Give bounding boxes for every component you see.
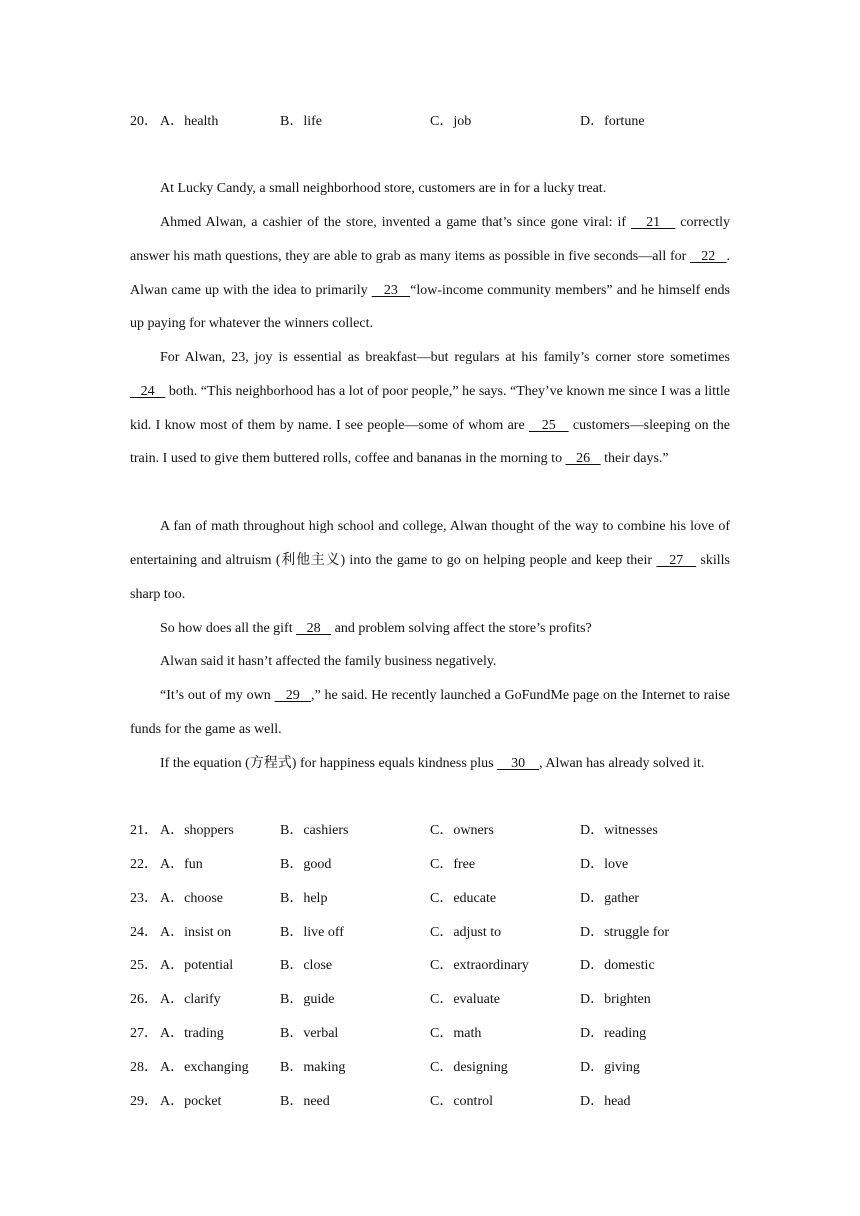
question-28-options (130, 1058, 750, 1078)
option-a: A．insist on (160, 925, 232, 940)
passage-paragraph-7 (130, 679, 730, 747)
passage-paragraph-3 (130, 341, 730, 476)
paragraph-text: “It’s out of my own (160, 688, 275, 703)
option-d: D．head (580, 1094, 631, 1109)
blank-26: 26 (565, 451, 601, 467)
option-d: D．domestic (580, 958, 655, 973)
paragraph-text: and problem solving affect the store’s profits? (331, 621, 592, 636)
option-c: C．evaluate (430, 992, 500, 1007)
question-22-options (130, 855, 750, 875)
question-number: 29． (130, 1094, 158, 1109)
paragraph-text: , Alwan has already solved it. (539, 756, 705, 771)
blank-21: 21 (631, 215, 676, 230)
passage-paragraph-2 (130, 206, 730, 341)
blank-22: 22 (690, 248, 727, 264)
question-number: 22． (130, 857, 158, 872)
question-24-options (130, 923, 750, 943)
passage-paragraph-6 (130, 645, 730, 679)
paragraph-text: skills sharp too. (130, 552, 731, 602)
question-29-options (130, 1092, 750, 1112)
question-number: 28． (130, 1060, 158, 1075)
option-b: B．live off (280, 925, 344, 940)
option-a: A．choose (160, 891, 223, 906)
option-a: A．pocket (160, 1094, 222, 1109)
blank-23: 23 (371, 282, 411, 298)
question-number: 20． (130, 114, 158, 129)
paragraph-text: correctly answer his math questions, they are able to grab as many items as possible in five seconds—all for (130, 215, 731, 264)
question-20-options (130, 112, 750, 132)
option-b: B．help (280, 891, 328, 906)
option-a: A．health (160, 114, 219, 129)
option-a: A．trading (160, 1026, 224, 1041)
option-a: A．exchanging (160, 1060, 249, 1075)
option-c: C．free (430, 857, 476, 872)
blank-24: 24 (130, 383, 166, 399)
question-number: 26． (130, 992, 158, 1007)
passage-paragraph-1 (130, 172, 730, 206)
option-a: A．fun (160, 857, 203, 872)
question-number: 25． (130, 958, 158, 973)
paragraph-text: Ahmed Alwan, a cashier of the store, invented a game that’s since gone viral: if (160, 215, 632, 230)
paragraph-text: “low-income community members” and he himself ends up paying for whatever the winners collect. (130, 282, 731, 332)
paragraph-text: . Alwan came up with the idea to primarily (130, 248, 731, 298)
option-c: C．job (430, 114, 472, 129)
option-d: D．giving (580, 1060, 640, 1075)
option-c: C．designing (430, 1060, 508, 1075)
option-d: D．love (580, 857, 629, 872)
question-number: 24． (130, 925, 158, 940)
paragraph-text: So how does all the gift (160, 621, 297, 636)
option-a: A．shoppers (160, 823, 234, 838)
option-b: B．good (280, 857, 332, 872)
paragraph-text: For Alwan, 23, joy is essential as breakfast—but regulars at his family’s corner store sometimes (160, 350, 730, 365)
option-c: C．math (430, 1026, 482, 1041)
option-d: D．reading (580, 1026, 647, 1041)
paragraph-text: both. “This neighborhood has a lot of poor people,” he says. “They’ve known me since I was a little kid. I know most of them by name. I see people—some of whom are (130, 383, 731, 433)
question-23-options (130, 889, 750, 909)
blank-25: 25 (528, 417, 569, 433)
option-b: B．guide (280, 992, 335, 1007)
question-27-options (130, 1024, 750, 1044)
question-number: 23． (130, 891, 158, 906)
option-d: D．struggle for (580, 925, 670, 940)
option-a: A．clarify (160, 992, 221, 1007)
option-b: B．life (280, 114, 322, 129)
question-21-options (130, 821, 750, 841)
option-c: C．control (430, 1094, 493, 1109)
option-d: D．gather (580, 891, 640, 906)
blank-30: 30 (497, 756, 540, 771)
paragraph-text: their days.” (600, 451, 669, 467)
option-a: A．potential (160, 958, 234, 973)
question-number: 21． (130, 823, 158, 838)
option-d: D．fortune (580, 114, 645, 129)
option-b: B．close (280, 958, 333, 973)
question-number: 27． (130, 1026, 158, 1041)
paragraph-text: If the equation (方程式) for happiness equals kindness plus (160, 756, 498, 771)
blank-29: 29 (274, 688, 312, 703)
option-b: B．cashiers (280, 823, 349, 838)
paragraph-text: customers—sleeping on the train. I used to give them buttered rolls, coffee and bananas in the morning to (130, 417, 731, 467)
passage-paragraph-4 (130, 510, 730, 611)
option-c: C．adjust to (430, 925, 502, 940)
option-d: D．brighten (580, 992, 651, 1007)
option-c: C．educate (430, 891, 497, 906)
option-c: C．owners (430, 823, 494, 838)
paragraph-text: ,” he said. He recently launched a GoFundMe page on the Internet to raise funds for the game as well. (130, 688, 731, 737)
option-d: D．witnesses (580, 823, 658, 838)
passage-paragraph-8 (130, 747, 730, 781)
paragraph-text: At Lucky Candy, a small neighborhood store, customers are in for a lucky treat. (160, 181, 607, 196)
option-b: B．making (280, 1060, 346, 1075)
paragraph-text: A fan of math throughout high school and college, Alwan thought of the way to combine his love of entertaining and altruism (利他主义) into the game to go on helping people and keep their (130, 519, 730, 568)
question-26-options (130, 990, 750, 1010)
option-b: B．need (280, 1094, 330, 1109)
paragraph-text: Alwan said it hasn’t affected the family business negatively. (160, 654, 497, 669)
option-b: B．verbal (280, 1026, 339, 1041)
question-25-options (130, 956, 750, 976)
option-c: C．extraordinary (430, 958, 529, 973)
blank-28: 28 (296, 621, 332, 636)
passage-paragraph-5 (130, 612, 730, 646)
blank-27: 27 (656, 552, 697, 568)
